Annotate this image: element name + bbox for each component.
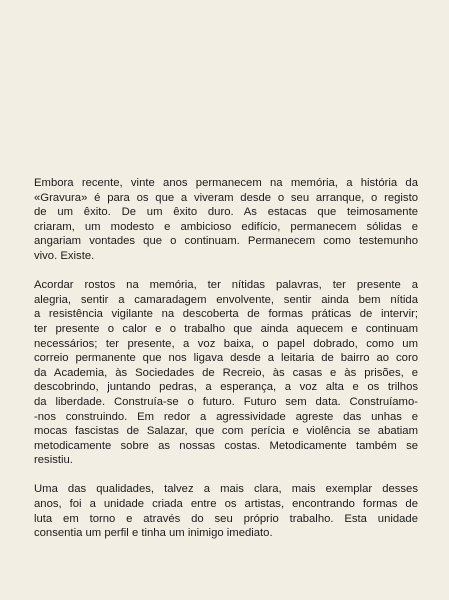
text-line: Acordar rostos na memória, ter nítidas palavras, ter presente a: [34, 279, 418, 292]
text-line: resistiu.: [34, 454, 73, 467]
paragraph-3: [34, 482, 418, 540]
text-line: metodicamente sobre as nossas costas. Metodicamente também se: [34, 439, 418, 452]
text-block: [34, 176, 418, 555]
text-line: mocas fascistas de Salazar, que com perícia e violência se abatiam: [34, 425, 418, 438]
text-line: Embora recente, vinte anos permanecem na memória, a história da: [34, 177, 418, 189]
paragraph-1: [34, 176, 418, 264]
text-line: alegria, sentir a camaradagem envolvente, sentir ainda bem nítida: [34, 293, 418, 306]
text-line: Uma das qualidades, talvez a mais clara, mais exemplar desses: [34, 483, 418, 496]
text-line: luta em torno e através do seu próprio trabalho. Esta unidade: [34, 512, 418, 525]
text-line: anos, foi a unidade criada entre os artistas, encontrando formas de: [34, 498, 418, 511]
text-line: descobrindo, juntando pedras, a esperança, a voz alta e os trilhos: [34, 381, 418, 394]
text-line: consentia um perfil e tinha um inimigo imediato.: [34, 527, 273, 540]
text-line: correio permanente que nos ligava desde a leitaria de bairro ao coro: [34, 352, 418, 365]
text-line: a resistência vigilante na descoberta de formas práticas de intervir;: [34, 308, 418, 321]
paragraph-2: [34, 278, 418, 468]
text-line: «Gravura» é para os que a viveram desde o seu arranque, o registo: [34, 191, 418, 204]
text-line: necessários; ter presente, a voz baixa, o papel dobrado, como um: [34, 337, 418, 350]
text-line: da Academia, às Sociedades de Recreio, às casas e às prisões, e: [34, 366, 418, 379]
text-line: angariam vontades que o continuam. Permanecem como testemunho: [34, 235, 418, 248]
text-line: -nos construindo. Em redor a agressividade agreste das unhas e: [34, 410, 418, 423]
text-line: ter presente o calor e o trabalho que ainda aquecem e continuam: [34, 322, 418, 335]
text-line: da liberdade. Construía-se o futuro. Futuro sem data. Construíamo-: [34, 395, 418, 408]
text-line: vivo. Existe.: [34, 249, 95, 262]
text-line: criaram, um modesto e ambicioso edifício, permanecem sólidas e: [34, 220, 418, 233]
text-line: de um êxito. De um êxito duro. As estacas que teimosamente: [34, 206, 418, 219]
